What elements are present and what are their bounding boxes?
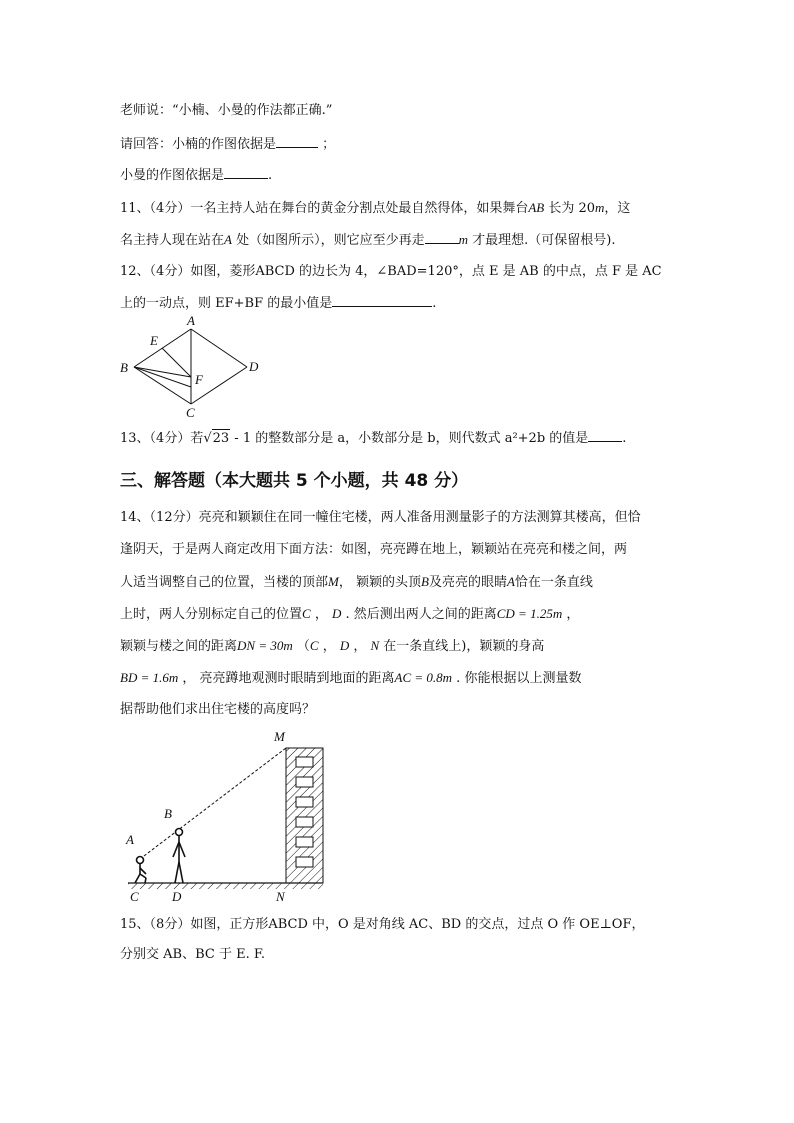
q14-text: 恰在一条直线 (514, 575, 593, 590)
q14-formula: CD = 1.25m (496, 606, 563, 621)
q14-var: B (421, 574, 429, 589)
q12-text: 12、（4分）如图，菱形ABCD 的边长为 4，∠BAD=120°，点 E 是 AB 的中点，点 F 是 AC (120, 264, 662, 279)
q11-var: A (224, 232, 232, 247)
answer-blank (276, 135, 318, 148)
q14-text: 及亮亮的眼睛 (428, 575, 507, 590)
q14-var: A (506, 574, 515, 589)
q14-text: 据帮助他们求出住宅楼的高度吗？ (120, 702, 316, 717)
text-line (120, 166, 272, 185)
question-14-line6 (120, 669, 581, 688)
q14-text: 逢阴天，于是两人商定改用下面方法：如图，亮亮蹲在地上，颖颖站在亮亮和楼之间，两 (120, 542, 628, 557)
crouching-person (135, 857, 146, 884)
question-14-line7 (120, 701, 315, 719)
label-d: D (249, 359, 259, 374)
q11-text: 处（如图所示），则它应至少再走 (231, 233, 425, 248)
q14-var: M (328, 574, 339, 589)
q15-text: 15、（8分）如图，正方形ABCD 中，O 是对角线 AC、BD 的交点，过点 O 作 OE⊥OF， (120, 917, 645, 932)
question-15 (120, 916, 644, 934)
q14-text: 上时，两人分别标定自己的位置 (120, 607, 303, 622)
q14-text: . 然后测出两人之间的距离 (341, 607, 497, 622)
text-line (120, 102, 332, 120)
section-title: 三、解答题（本大题共 5 个小题，共 48 分） (120, 471, 469, 491)
label-d: D (172, 889, 182, 904)
q12-text: . (432, 296, 437, 311)
answer-blank (332, 294, 432, 307)
rhombus-figure (112, 312, 272, 422)
q11-text: 名主持人现在站在 (120, 233, 225, 248)
answer-blank (425, 231, 459, 244)
ground-hatch (128, 883, 323, 889)
q13-text: - 1 的整数部分是 a，小数部分是 b，则代数式 a²+2b 的值是 (230, 431, 589, 446)
q14-text: ， (349, 639, 371, 654)
label-c: C (130, 889, 139, 904)
q14-var: D (339, 638, 350, 653)
question-15-line2 (120, 946, 265, 964)
q14-text: ， 亮亮蹲地观测时眼睛到地面的距离 (178, 671, 395, 686)
building-figure (120, 722, 335, 908)
sqrt-sign: √ (203, 431, 212, 446)
label-e: E (150, 333, 158, 348)
q11-var: m (458, 232, 468, 247)
q14-text: ， (318, 639, 340, 654)
question-14-line4 (120, 605, 579, 624)
standing-person (173, 829, 185, 884)
answer-blank (588, 429, 622, 442)
label-c: C (186, 405, 195, 420)
q14-text: （ (292, 639, 310, 654)
q14-text: . 你能根据以上测量数 (452, 671, 582, 686)
q14-text: 颖颖与楼之间的距离 (120, 639, 238, 654)
q14-text: 14、（12分）亮亮和颖颖住在同一幢住宅楼，两人准备用测量影子的方法测算其楼高，但恰 (120, 510, 641, 525)
question-12-line2 (120, 294, 436, 313)
q11-text: 11、（4分）一名主持人站在舞台的黄金分割点处最自然得体，如果舞台 (120, 201, 529, 216)
label-b: B (120, 360, 128, 375)
question-14 (120, 509, 641, 527)
line-text: 老师说：“小楠、小曼的作法都正确.” (120, 103, 333, 118)
q14-formula: DN = 30m (237, 638, 293, 653)
label-b: B (164, 806, 172, 821)
q11-text: ，这 (604, 201, 631, 216)
line-text: 请回答：小楠的作图依据是 (120, 137, 277, 152)
label-a: A (187, 313, 195, 328)
label-n: N (276, 889, 285, 904)
question-11-line2 (120, 231, 615, 250)
q11-text: 才最理想.（可保留根号). (468, 233, 616, 248)
q11-text: 长为 20 (544, 201, 596, 216)
q13-text: . (622, 431, 627, 446)
question-12 (120, 263, 662, 281)
question-11 (120, 199, 630, 218)
answer-blank (224, 166, 268, 179)
q14-formula: AC = 0.8m (394, 670, 453, 685)
label-f: F (195, 372, 203, 387)
q14-var: C (302, 606, 311, 621)
q13-text: 13、（4分）若 (120, 431, 204, 446)
question-14-line3 (120, 573, 593, 592)
label-a: A (126, 832, 134, 847)
sight-line (140, 748, 286, 859)
q14-formula: BD = 1.6m (120, 670, 179, 685)
q15-text: 分别交 AB、BC 于 E. F. (120, 947, 265, 962)
q14-text: ， (310, 607, 332, 622)
line-text: . (268, 168, 273, 183)
q12-text: 上的一动点，则 EF+BF 的最小值是 (120, 296, 333, 311)
label-m: M (274, 729, 285, 744)
q11-var: AB (528, 200, 545, 215)
q14-var: N (370, 638, 380, 653)
text-line (120, 135, 335, 154)
q14-text: ， (562, 607, 580, 622)
question-14-line5 (120, 637, 544, 656)
q14-var: D (331, 606, 342, 621)
line-text: 小曼的作图依据是 (120, 168, 225, 183)
q14-text: 人适当调整自己的位置，当楼的顶部 (120, 575, 329, 590)
question-14-line2 (120, 541, 627, 559)
q14-text: 在一条直线上)，颖颖的身高 (379, 639, 545, 654)
q11-var: m (595, 200, 605, 215)
radicand: 23 (212, 431, 230, 446)
segment-b-line (134, 367, 191, 387)
side-ad (191, 329, 247, 367)
q14-text: ， 颖颖的头顶 (338, 575, 421, 590)
side-bc (134, 367, 191, 404)
line-text: ； (322, 137, 336, 152)
q14-var: C (309, 638, 319, 653)
question-13 (120, 429, 626, 448)
